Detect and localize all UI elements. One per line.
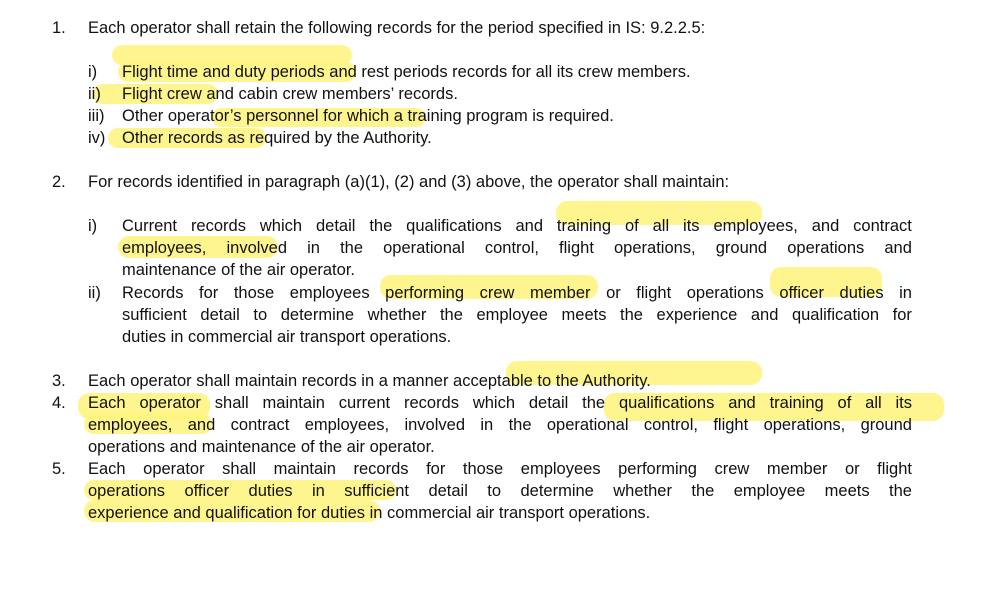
word: Records <box>122 284 184 302</box>
word: current <box>338 394 391 412</box>
item-number: 3. <box>52 372 66 390</box>
sub-item-text-line <box>122 238 912 259</box>
word: experience <box>656 306 738 324</box>
word: employees, <box>304 416 390 434</box>
sub-item-text: Flight crew and cabin crew members’ records. <box>122 85 458 103</box>
sub-item-text-line: maintenance of the air operator. <box>122 261 355 279</box>
sub-item-text: Flight time and duty periods and rest periods records for all its crew members. <box>122 63 691 81</box>
word: ground <box>715 239 768 257</box>
item-text-line <box>88 415 912 436</box>
word: detail <box>528 394 569 412</box>
word: detail <box>315 217 356 235</box>
word: contract <box>853 217 912 235</box>
word: the <box>508 416 532 434</box>
word: in <box>480 416 494 434</box>
sub-item-number: iii) <box>88 107 105 125</box>
word: employee <box>733 482 806 500</box>
word: for <box>199 284 219 302</box>
word: of <box>624 217 639 235</box>
word: employees, <box>122 239 207 257</box>
word: officer <box>779 284 824 302</box>
sub-item-text-line <box>122 305 912 326</box>
word: training <box>556 217 612 235</box>
word: Each <box>88 394 126 412</box>
word: involved <box>226 239 288 257</box>
word: operator <box>139 394 201 412</box>
word: or <box>844 460 860 478</box>
word: to <box>253 306 268 324</box>
word: flight <box>559 239 594 257</box>
word: operations, <box>763 416 846 434</box>
word: the <box>582 394 606 412</box>
word: to <box>487 482 502 500</box>
word: qualifications <box>618 394 715 412</box>
word: ground <box>860 416 912 434</box>
word: shall <box>214 394 249 412</box>
word: shall <box>222 460 257 478</box>
word: Each <box>88 460 126 478</box>
sub-item-text-line <box>122 216 912 237</box>
word: crew <box>714 460 750 478</box>
item-text-line <box>88 481 912 502</box>
item-number: 4. <box>52 394 66 412</box>
word: operational <box>546 416 629 434</box>
word: maintain <box>273 460 336 478</box>
sub-item-text-line: duties in commercial air transport operations. <box>122 328 452 346</box>
word: which <box>259 217 303 235</box>
sub-item-number: i) <box>88 217 98 235</box>
word: and <box>811 217 840 235</box>
word: Current <box>122 217 178 235</box>
word: or <box>606 284 621 302</box>
word: flight <box>636 284 672 302</box>
sub-item-number: ii) <box>88 284 101 302</box>
word: its <box>683 217 700 235</box>
word: meets <box>561 306 607 324</box>
word: contract <box>230 416 290 434</box>
word: and <box>187 416 216 434</box>
sub-item-number: iv) <box>88 129 106 147</box>
word: employees <box>289 284 370 302</box>
item-text-line: operations and maintenance of the air operator. <box>88 438 435 456</box>
word: crew <box>479 284 515 302</box>
word: and <box>515 217 543 235</box>
word: determine <box>520 482 594 500</box>
word: the <box>889 482 912 500</box>
word: the <box>620 306 643 324</box>
item-text: For records identified in paragraph (a)(1), (2) and (3) above, the operator shall maintain: <box>88 173 730 191</box>
word: for <box>892 306 912 324</box>
word: operational <box>383 239 465 257</box>
word: employees <box>520 460 601 478</box>
word: meets <box>824 482 870 500</box>
word: all <box>652 217 670 235</box>
item-text-line: experience and qualification for duties in commercial air transport operations. <box>88 504 651 522</box>
word: the <box>439 306 463 324</box>
word: training <box>769 394 824 412</box>
item-text-line: Each operator shall maintain records in a manner acceptable to the Authority. <box>88 372 651 390</box>
word: which <box>472 394 516 412</box>
word: its <box>895 394 912 412</box>
word: flight <box>713 416 749 434</box>
word: of <box>837 394 852 412</box>
word: member <box>766 460 828 478</box>
word: control, <box>643 416 698 434</box>
word: employees, <box>88 416 173 434</box>
word: records <box>403 394 459 412</box>
word: sufficient <box>344 482 410 500</box>
word: in <box>899 284 912 302</box>
word: operations <box>686 284 764 302</box>
word: determine <box>280 306 355 324</box>
word: detail <box>200 306 240 324</box>
word: duties <box>839 284 884 302</box>
word: employee <box>476 306 548 324</box>
word: whether <box>367 306 427 324</box>
word: records <box>190 217 246 235</box>
word: detail <box>428 482 468 500</box>
word: qualification <box>791 306 880 324</box>
word: control, <box>484 239 539 257</box>
word: and <box>728 394 756 412</box>
word: all <box>865 394 882 412</box>
word: operations, <box>614 239 696 257</box>
item-number: 1. <box>52 19 66 37</box>
word: member <box>529 284 591 302</box>
word: and <box>884 239 912 257</box>
word: for <box>426 460 446 478</box>
word: in <box>311 482 325 500</box>
word: qualifications <box>406 217 502 235</box>
word: operations <box>787 239 865 257</box>
item-text-line <box>88 393 912 414</box>
word: involved <box>404 416 465 434</box>
word: those <box>462 460 504 478</box>
item-text: Each operator shall retain the following records for the period specified in IS: 9.2.2.5: <box>88 19 706 37</box>
word: those <box>233 284 275 302</box>
sub-item-text-line <box>122 283 912 304</box>
word: operator <box>143 460 205 478</box>
word: employees, <box>713 217 798 235</box>
sub-item-number: i) <box>88 63 98 81</box>
word: maintain <box>262 394 325 412</box>
word: sufficient <box>122 306 187 324</box>
word: performing <box>385 284 465 302</box>
word: whether <box>613 482 672 500</box>
word: flight <box>877 460 912 478</box>
sub-item-text: Other operator’s personnel for which a training program is required. <box>122 107 614 125</box>
word: and <box>750 306 779 324</box>
word: performing <box>618 460 697 478</box>
word: records <box>353 460 409 478</box>
item-number: 2. <box>52 173 66 191</box>
word: officer <box>184 482 230 500</box>
item-number: 5. <box>52 460 66 478</box>
sub-item-text: Other records as required by the Authority. <box>122 129 432 147</box>
word: the <box>691 482 715 500</box>
word: the <box>369 217 393 235</box>
word: in <box>307 239 320 257</box>
word: duties <box>248 482 293 500</box>
item-text-line <box>88 459 912 480</box>
word: operations <box>88 482 166 500</box>
sub-item-number: ii) <box>88 85 101 103</box>
word: the <box>340 239 363 257</box>
